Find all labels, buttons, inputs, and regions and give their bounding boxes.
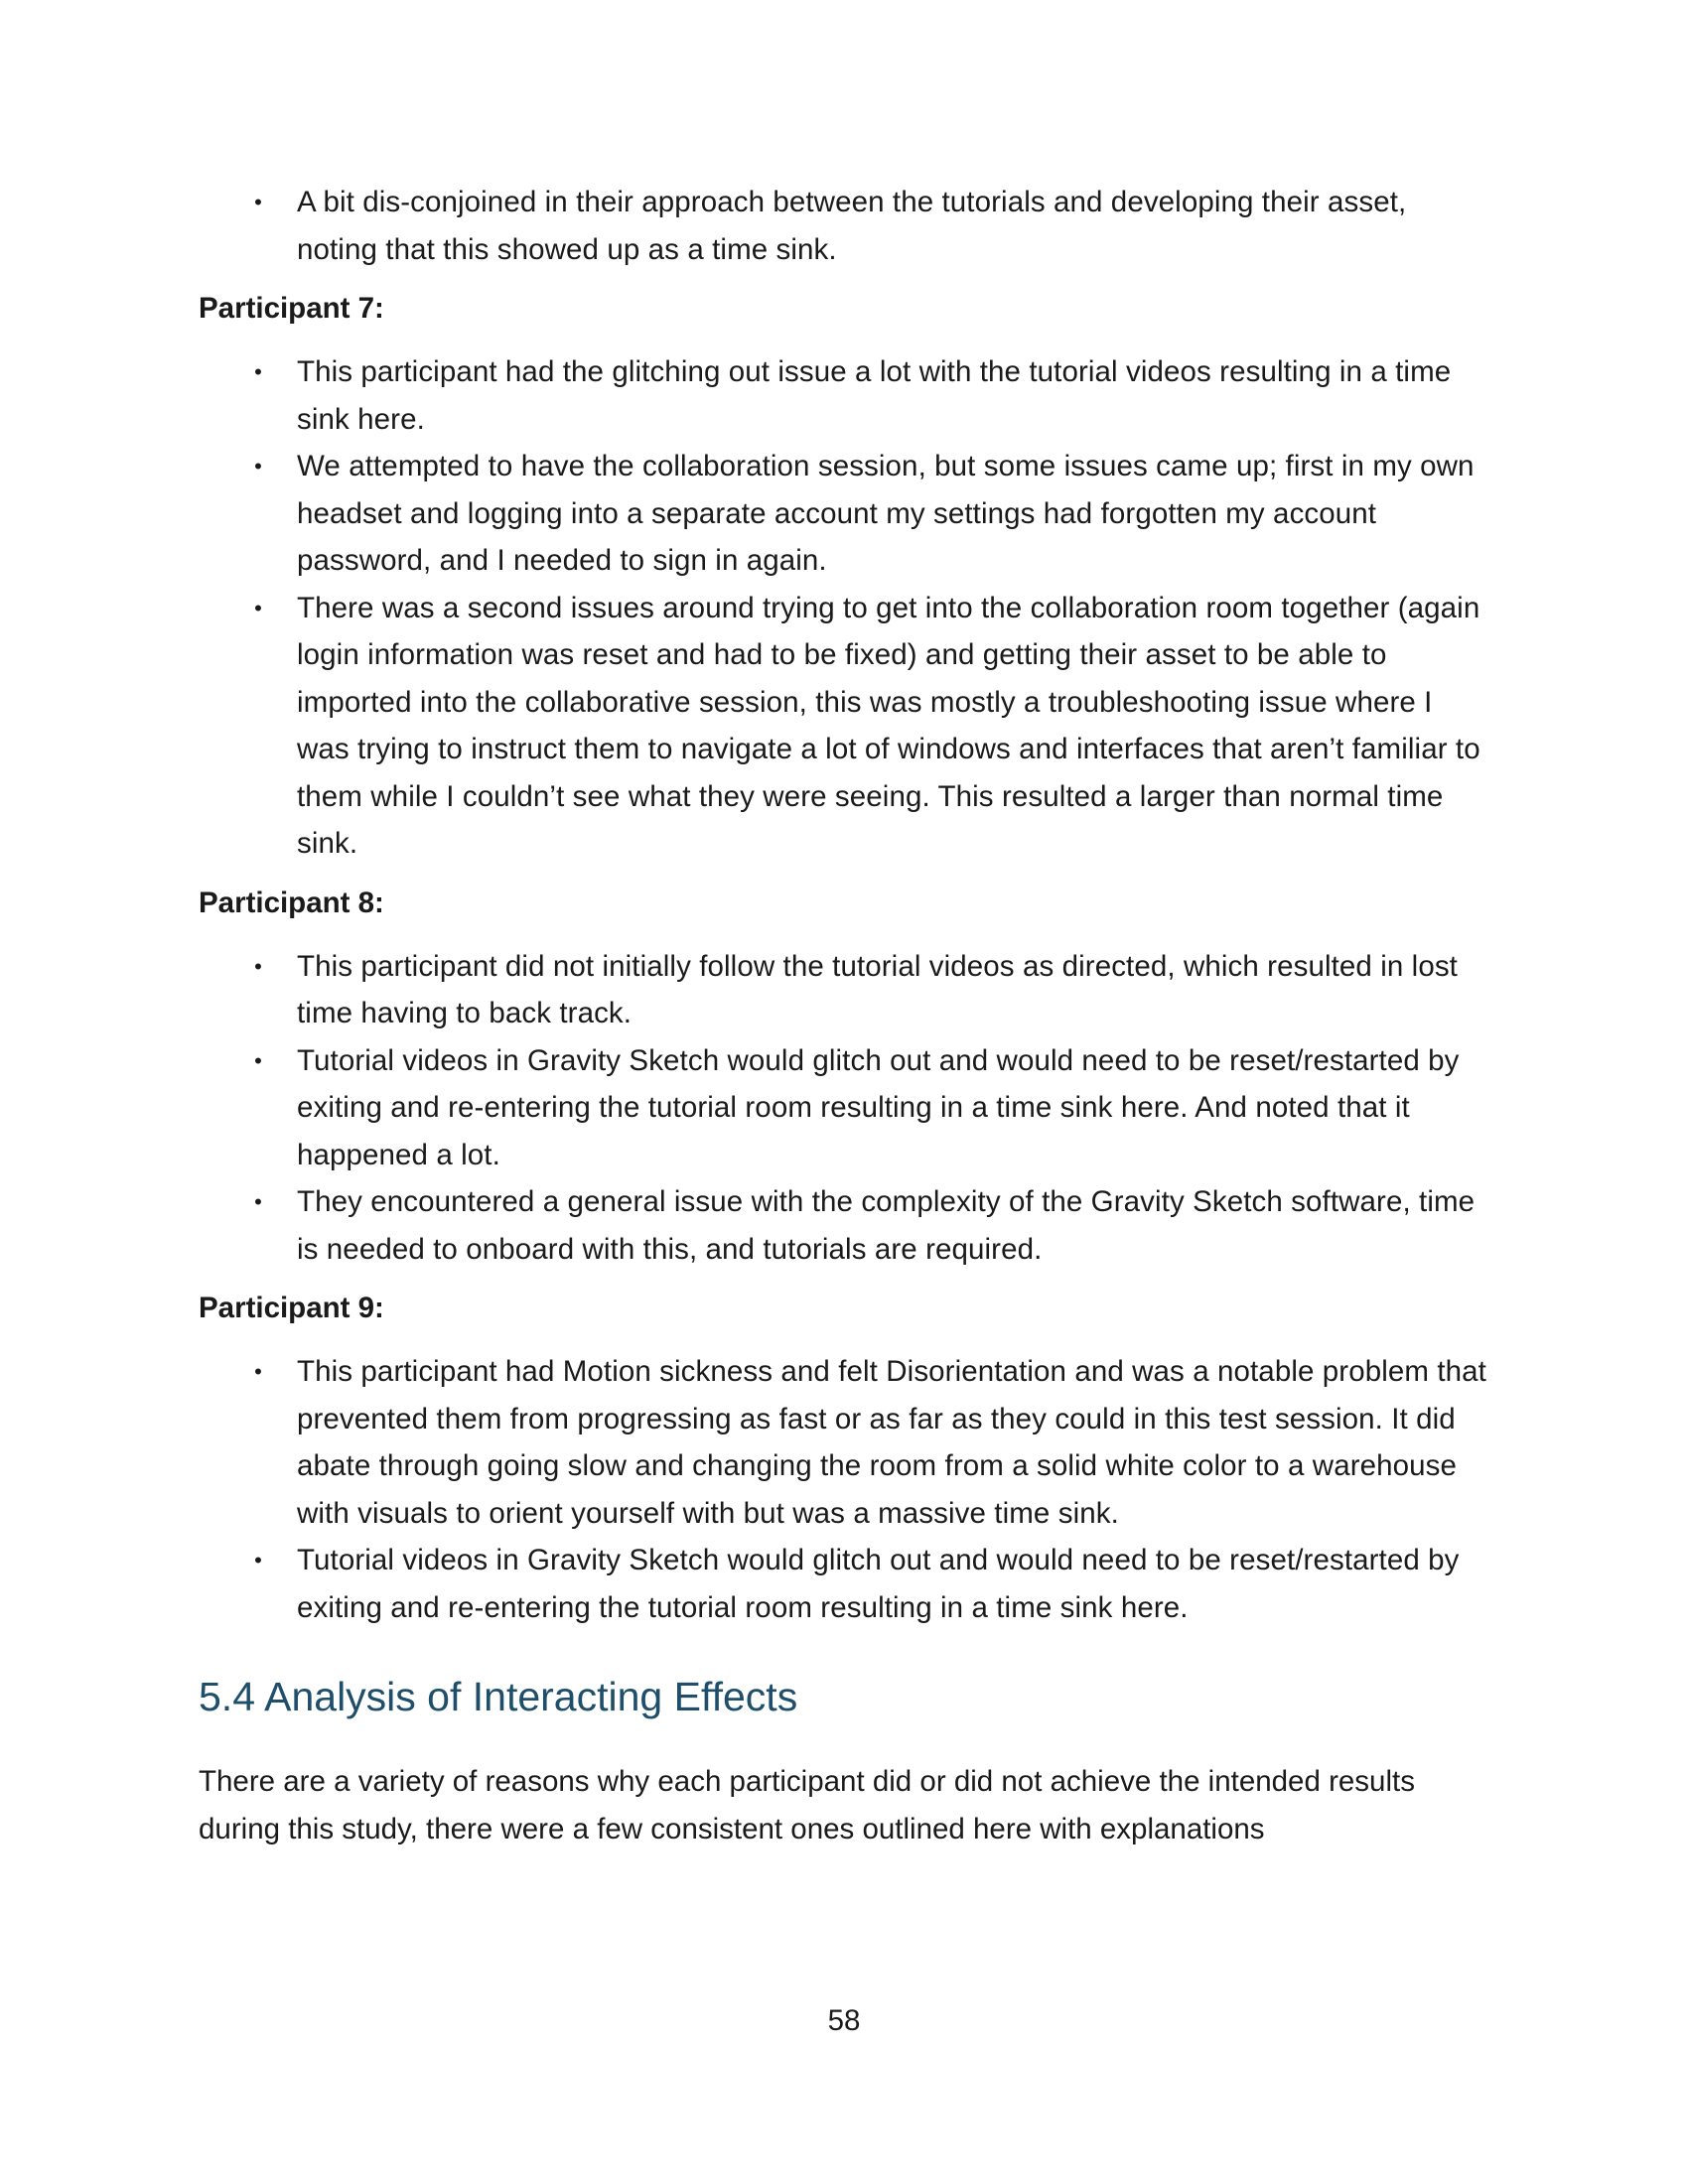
top-bullet-list (199, 179, 1489, 273)
list-item-text: This participant had Motion sickness and felt Disorientation and was a notable problem that prevented them from progressing as fast or as far as they could in this test session. It did abate through going slow and changing the room from a solid white color to a warehouse with visuals to orient yourself with but was a massive time sink. (297, 1355, 1486, 1530)
bullet-icon: • (254, 454, 262, 478)
list-item (199, 443, 1489, 585)
list-item (199, 585, 1489, 868)
list-item-text: A bit dis-conjoined in their approach between the tutorials and developing their asset, noting that this showed up as a time sink. (297, 186, 1407, 266)
bullet-icon: • (254, 1548, 262, 1572)
participant-heading: Participant 9: (199, 1292, 384, 1324)
participant-bullet-list (199, 943, 1489, 1274)
list-item (199, 1537, 1489, 1631)
list-item (199, 1348, 1489, 1537)
list-item-text: Tutorial videos in Gravity Sketch would glitch out and would need to be reset/restarted by exiting and re-entering the tutorial room resulting in a time sink here. (297, 1544, 1460, 1624)
bullet-icon: • (254, 359, 262, 384)
list-item-text: There was a second issues around trying to get into the collaboration room together (again login information was reset and had to be fixed) and getting their asset to be able to imported into the collaborative session, this was mostly a troubleshooting issue where I was trying to instruct them to navigate a lot of windows and interfaces that aren’t familiar to them while I couldn’t see what they were seeing. This resulted a larger than normal time sink. (297, 591, 1480, 860)
bullet-icon: • (254, 1359, 262, 1384)
bullet-icon: • (254, 190, 262, 214)
bullet-icon: • (254, 595, 262, 620)
list-item-text: This participant did not initially follow the tutorial videos as directed, which resulted in lost time having to back track. (297, 949, 1458, 1029)
list-item (199, 1178, 1489, 1273)
bullet-icon: • (254, 1047, 262, 1073)
participant-heading: Participant 7: (199, 292, 384, 325)
list-item (199, 943, 1489, 1037)
participant-heading: Participant 8: (199, 886, 384, 919)
list-item-text: Tutorial videos in Gravity Sketch would glitch out and would need to be reset/restarted by exiting and re-entering the tutorial room resulting in a time sink here. And noted that it happened a lot. (297, 1043, 1460, 1171)
participant-bullet-list (199, 1348, 1489, 1631)
page-number: 58 (827, 2004, 861, 2037)
participant-bullet-list (199, 348, 1489, 868)
section-paragraph: There are a variety of reasons why each participant did or did not achieve the intended results during this study, there were a few consistent ones outlined here with explanations (199, 1765, 1415, 1845)
list-item-text: We attempted to have the collaboration session, but some issues came up; first in my own headset and logging into a separate account my settings had forgotten my account password, and I needed to sign in again. (297, 450, 1475, 577)
bullet-icon: • (254, 953, 262, 979)
list-item (199, 1037, 1489, 1179)
list-item (199, 179, 1489, 273)
section-title: 5.4 Analysis of Interacting Effects (199, 1674, 798, 1719)
list-item-text: They encountered a general issue with the complexity of the Gravity Sketch software, time is needed to onboard with this, and tutorials are required. (297, 1185, 1476, 1266)
list-item (199, 348, 1489, 443)
bullet-icon: • (254, 1189, 262, 1214)
page-content (199, 179, 1489, 1852)
list-item-text: This participant had the glitching out issue a lot with the tutorial videos resulting in a time sink here. (297, 355, 1452, 436)
